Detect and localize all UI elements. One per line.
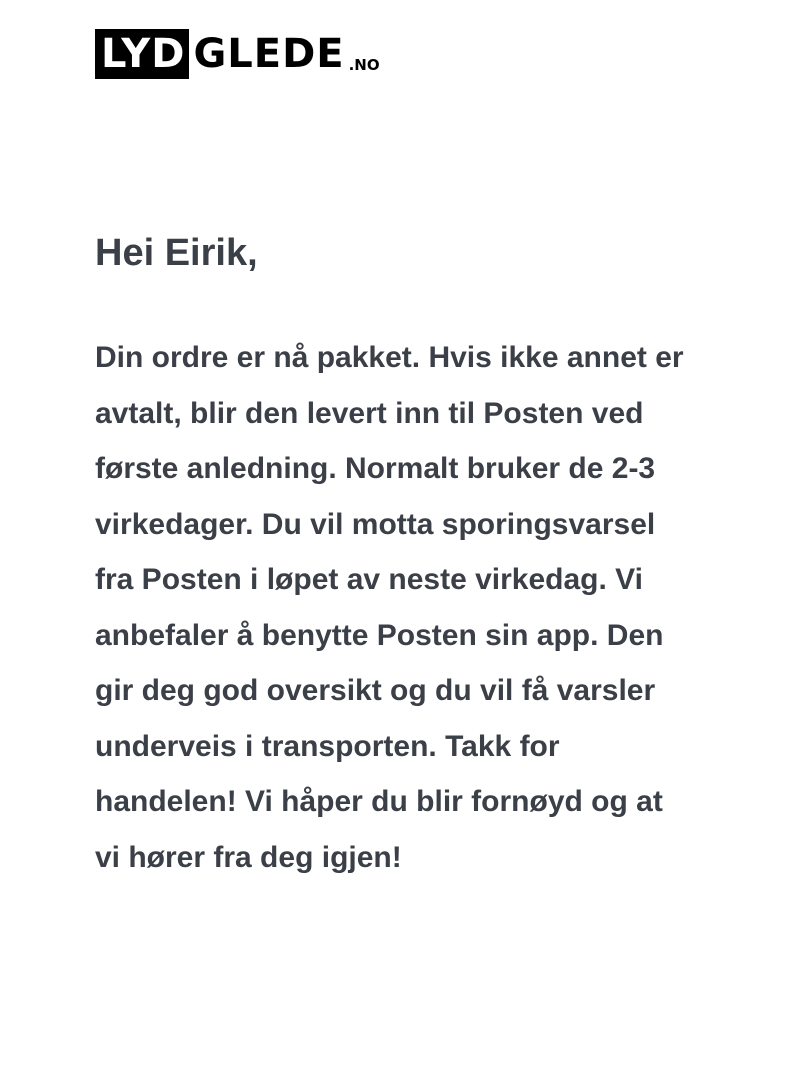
logo-box-text: LYD [95, 29, 189, 79]
email-content [95, 28, 715, 885]
logo-word-text: GLEDE [193, 31, 345, 77]
lydglede-logo[interactable] [95, 28, 715, 80]
order-packed-message: Din ordre er nå pakket. Hvis ikke annet er avtalt, blir den levert inn til Posten ved første anledning. Normalt bruker de 2-3 virkedager. Du vil motta sporingsvarsel fra Posten i løpet av neste virkedag. Vi anbefaler å benytte Posten sin app. Den gir deg god oversikt og du vil få varsler underveis i transporten. Takk for handelen! Vi håper du blir fornøyd og at vi hører fra deg igjen! [95, 341, 684, 874]
greeting-heading: Hei Eirik, [95, 232, 258, 274]
logo-tld-text: .NO [348, 56, 380, 74]
